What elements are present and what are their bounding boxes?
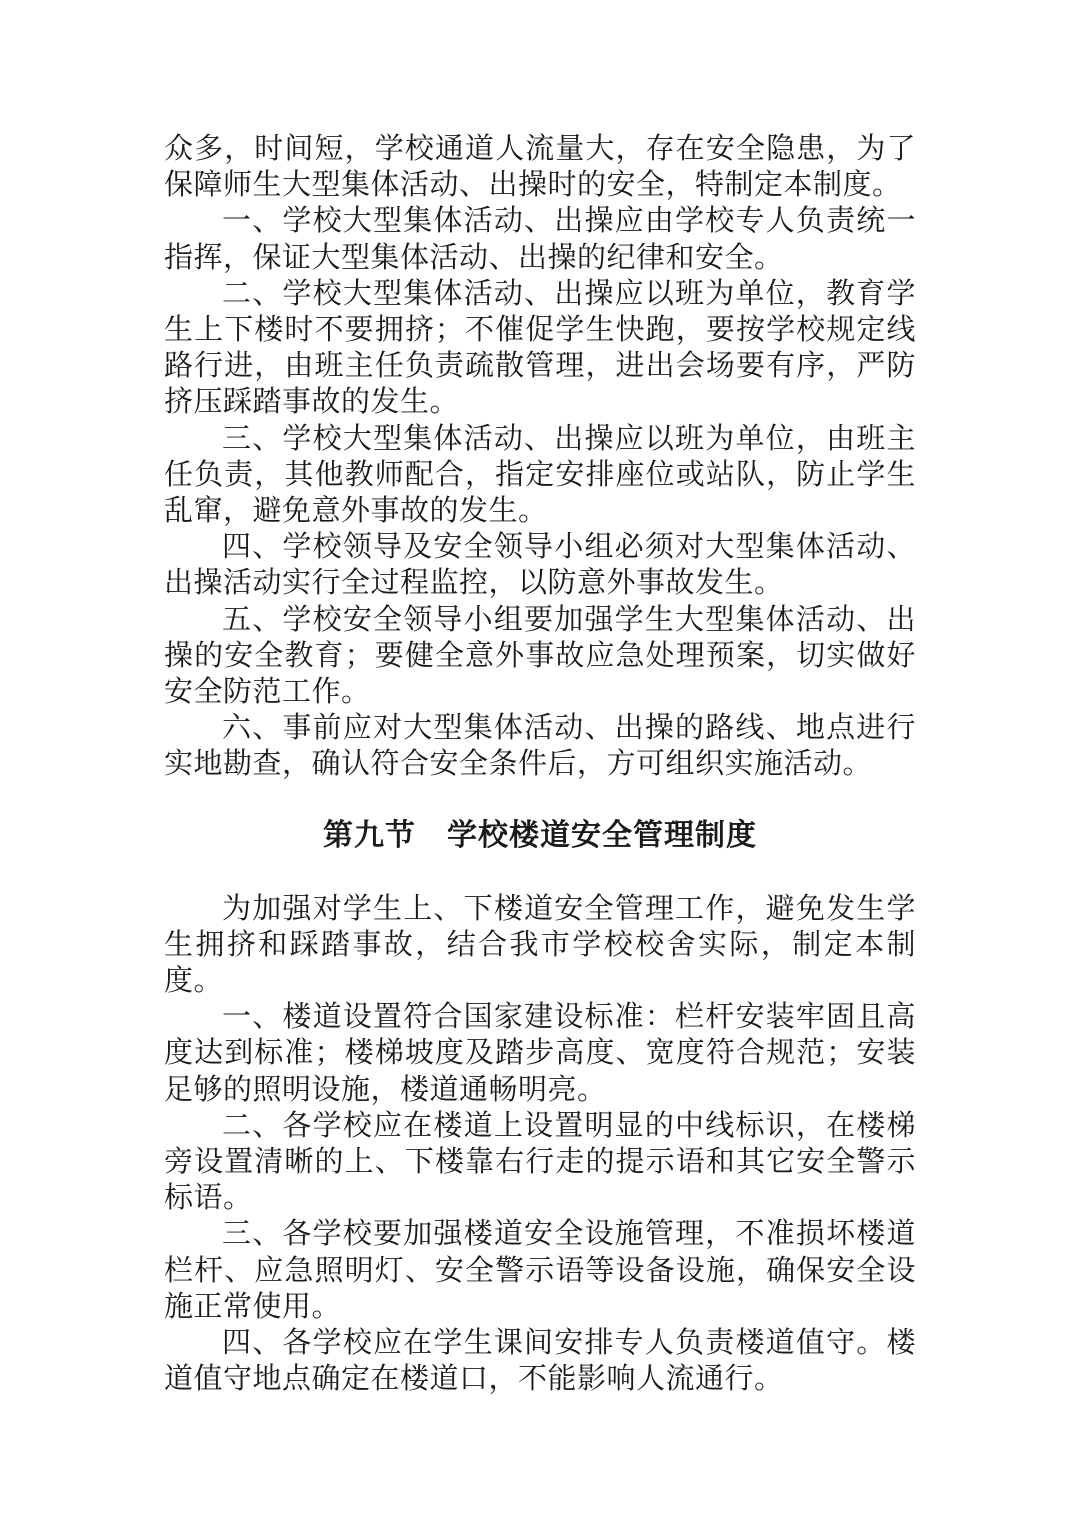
paragraph-rule-4: 四、学校领导及安全领导小组必须对大型集体活动、出操活动实行全过程监控，以防意外事故发生。: [164, 529, 916, 600]
paragraph-intro-continued: 众多，时间短，学校通道人流量大，存在安全隐患，为了保障师生大型集体活动、出操时的安全，特制定本制度。: [164, 131, 916, 202]
paragraph-rule-1: 一、学校大型集体活动、出操应由学校专人负责统一指挥，保证大型集体活动、出操的纪律和安全。: [164, 203, 916, 274]
paragraph-rule-6: 六、事前应对大型集体活动、出操的路线、地点进行实地勘查，确认符合安全条件后，方可组织实施活动。: [164, 710, 916, 781]
paragraph-rule-5: 五、学校安全领导小组要加强学生大型集体活动、出操的安全教育；要健全意外事故应急处理预案，切实做好安全防范工作。: [164, 601, 916, 709]
paragraph-stair-rule-2: 二、各学校应在楼道上设置明显的中线标识，在楼梯旁设置清晰的上、下楼靠右行走的提示语和其它安全警示标语。: [164, 1107, 916, 1215]
paragraph-rule-2: 二、学校大型集体活动、出操应以班为单位，教育学生上下楼时不要拥挤；不催促学生快跑，要按学校规定线路行进，由班主任负责疏散管理，进出会场要有序，严防挤压踩踏事故的发生。: [164, 275, 916, 419]
paragraph-section-intro: 为加强对学生上、下楼道安全管理工作，避免发生学生拥挤和踩踏事故，结合我市学校校舍实际，制定本制度。: [164, 890, 916, 998]
paragraph-stair-rule-4: 四、各学校应在学生课间安排专人负责楼道值守。楼道值守地点确定在楼道口，不能影响人流通行。: [164, 1325, 916, 1396]
paragraph-stair-rule-1: 一、楼道设置符合国家建设标准：栏杆安装牢固且高度达到标准；楼梯坡度及踏步高度、宽度符合规范；安装足够的照明设施，楼道通畅明亮。: [164, 999, 916, 1106]
paragraph-stair-rule-3: 三、各学校要加强楼道安全设施管理，不准损坏楼道栏杆、应急照明灯、安全警示语等设备设施，确保安全设施正常使用。: [164, 1216, 916, 1323]
section-heading: 第九节 学校楼道安全管理制度: [323, 817, 757, 853]
document-page: [164, 130, 916, 1397]
paragraph-rule-3: 三、学校大型集体活动、出操应以班为单位，由班主任负责，其他教师配合，指定安排座位或站队，防止学生乱窜，避免意外事故的发生。: [164, 420, 916, 528]
